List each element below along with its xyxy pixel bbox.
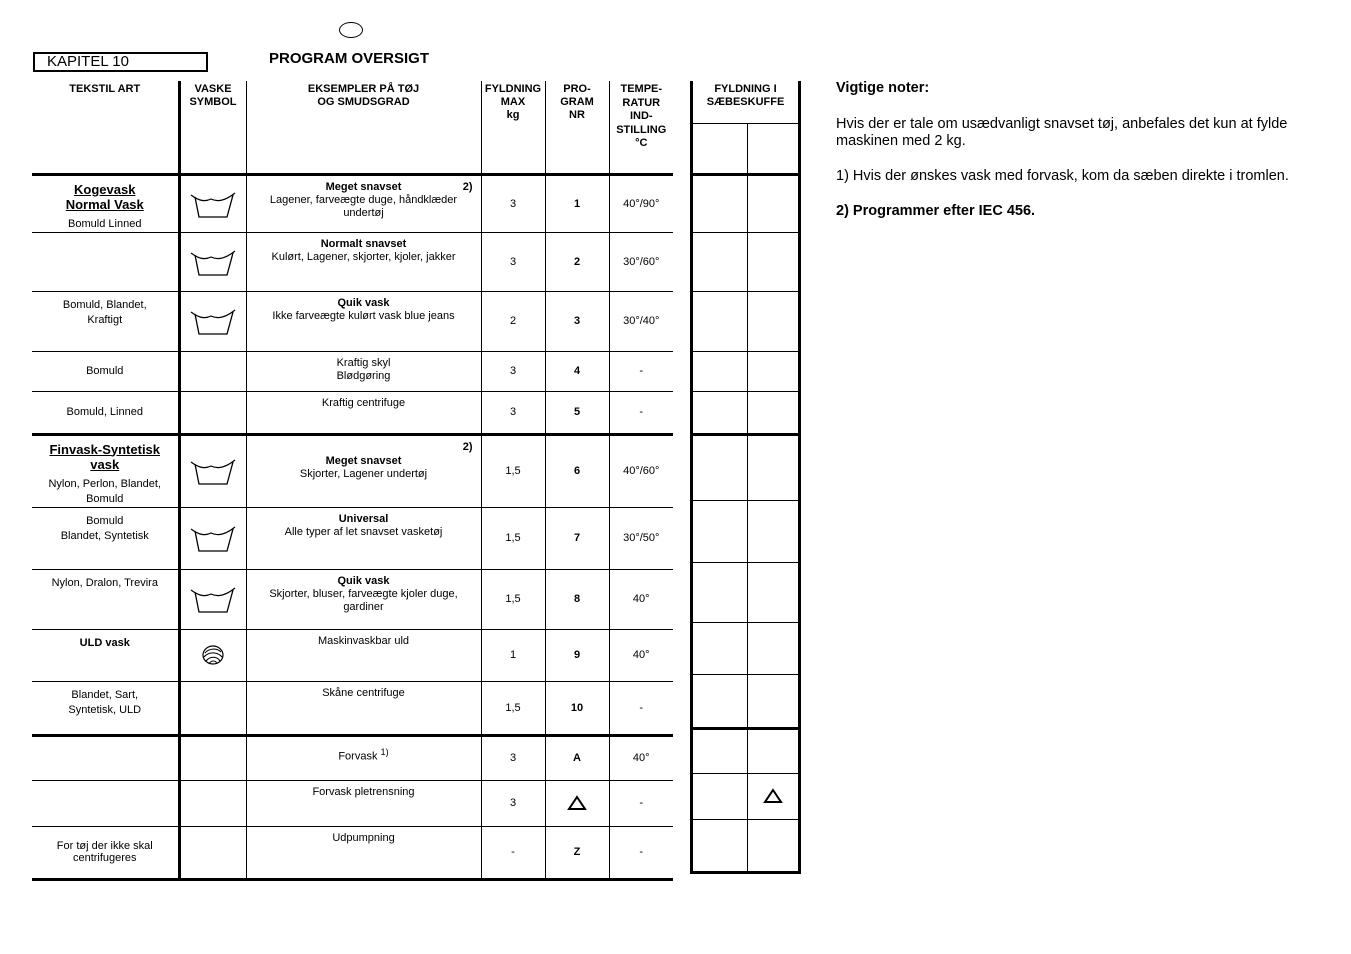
soap-row — [692, 291, 800, 351]
cell-temp: - — [609, 391, 673, 434]
cell-tekstil — [32, 735, 179, 780]
cell-examples — [246, 232, 481, 291]
tekstil-line: Nylon, Dralon, Trevira — [51, 576, 158, 589]
example-text: Kraftig centrifuge — [321, 396, 406, 409]
cell-tekstil — [32, 232, 179, 291]
example-line — [247, 687, 481, 700]
cell-examples — [246, 681, 481, 735]
example-text: Skåne centrifuge — [322, 686, 405, 699]
cell-load: 1,5 — [481, 507, 545, 569]
cell-tekstil — [32, 174, 179, 232]
tekstil-line: centrifugeres — [72, 852, 137, 864]
example-title: Quik vask — [337, 574, 390, 587]
tekstil-bold: ULD vask — [79, 636, 130, 649]
soap-cell-1 — [692, 728, 748, 773]
cell-load: 1 — [481, 629, 545, 681]
table-row — [32, 735, 673, 780]
cell-examples — [246, 434, 481, 507]
page-title: PROGRAM OVERSIGT — [269, 50, 430, 67]
header-examples: EKSEMPLER PÅ TØJ OG SMUDSGRAD — [246, 81, 481, 174]
triangle-icon — [763, 788, 783, 804]
cell-load: 3 — [481, 735, 545, 780]
table-row — [32, 569, 673, 629]
example-line — [247, 832, 481, 845]
cell-program: 2 — [545, 232, 609, 291]
cell-symbol — [179, 629, 246, 681]
cell-temp: 40°/60° — [609, 434, 673, 507]
example-title: Normalt snavset — [320, 237, 407, 250]
table-row — [32, 351, 673, 391]
cell-examples — [246, 351, 481, 391]
example-line — [247, 251, 481, 264]
example-line — [247, 786, 481, 799]
cell-temp: 40° — [609, 569, 673, 629]
example-text: gardiner — [343, 600, 384, 613]
soap-cell-2 — [748, 391, 800, 434]
tekstil-line: Bomuld — [86, 492, 124, 505]
soap-row — [692, 674, 800, 728]
soap-cell-2 — [748, 728, 800, 773]
cell-tekstil — [32, 681, 179, 735]
soap-cell-1 — [692, 500, 748, 562]
cell-tekstil — [32, 826, 179, 879]
example-text: Blødgøring — [336, 369, 391, 382]
soap-cell-2 — [748, 232, 800, 291]
table-row — [32, 629, 673, 681]
wash-tub-icon — [189, 306, 237, 336]
soap-cell-2 — [748, 562, 800, 622]
cell-symbol — [179, 351, 246, 391]
example-line — [247, 310, 481, 323]
cell-symbol — [179, 735, 246, 780]
cell-program: 9 — [545, 629, 609, 681]
program-table — [32, 81, 673, 881]
tekstil-category: Finvask-Syntetisk — [49, 441, 161, 457]
cell-temp: 30°/50° — [609, 507, 673, 569]
cell-program: A — [545, 735, 609, 780]
cell-temp: - — [609, 780, 673, 826]
table-row — [32, 507, 673, 569]
cell-temp: 30°/60° — [609, 232, 673, 291]
example-text: Ikke farveægte kulørt vask blue jeans — [272, 309, 455, 322]
cell-load: 1,5 — [481, 434, 545, 507]
header-tekstil: TEKSTIL ART — [69, 83, 141, 95]
cell-symbol — [179, 174, 246, 232]
soap-cell-1 — [692, 674, 748, 728]
soap-row — [692, 728, 800, 773]
wash-tub-icon — [189, 456, 237, 486]
cell-temp: 40° — [609, 735, 673, 780]
note-3: 2) Programmer efter IEC 456. — [836, 203, 1036, 219]
header-load: FYLDNING MAX kg — [481, 81, 545, 174]
cell-temp: - — [609, 351, 673, 391]
wash-tub-icon — [189, 523, 237, 553]
table-row — [32, 780, 673, 826]
soap-row — [692, 174, 800, 232]
header-program: PRO- GRAM NR — [545, 81, 609, 174]
soap-row — [692, 562, 800, 622]
example-text: Kulørt, Lagener, skjorter, kjoler, jakker — [271, 250, 456, 263]
note-1: Hvis der er tale om usædvanligt snavset tøj, anbefales det kun at fylde maskinen med 2 kg. — [836, 116, 1288, 149]
cell-load: 3 — [481, 351, 545, 391]
example-text: Forvask pletrensning — [312, 785, 415, 798]
cell-temp: - — [609, 681, 673, 735]
cell-tekstil — [32, 629, 179, 681]
cell-symbol — [179, 507, 246, 569]
example-line — [247, 357, 481, 370]
soap-cell-2 — [748, 351, 800, 391]
cell-symbol — [179, 232, 246, 291]
cell-examples — [246, 629, 481, 681]
tekstil-line: Bomuld, Linned — [66, 406, 143, 418]
triangle-icon — [567, 795, 587, 811]
cell-tekstil — [32, 391, 179, 434]
header-symbol: VASKE SYMBOL — [179, 81, 246, 174]
soap-cell-1 — [692, 819, 748, 872]
cell-temp: 40°/90° — [609, 174, 673, 232]
example-line — [247, 601, 481, 614]
soap-cell-1 — [692, 622, 748, 674]
cell-load: - — [481, 826, 545, 879]
note-2: 1) Hvis der ønskes vask med forvask, kom da sæben direkte i tromlen. — [836, 168, 1289, 184]
cell-examples — [246, 174, 481, 232]
table-row — [32, 434, 673, 507]
page-marker-circle — [339, 22, 363, 38]
cell-symbol — [179, 434, 246, 507]
notes-heading: Vigtige noter: — [836, 80, 930, 96]
soap-row — [692, 391, 800, 434]
tekstil-line: Bomuld, Blandet, — [62, 298, 147, 311]
wash-tub-icon — [189, 584, 237, 614]
soap-slot-2 — [748, 123, 800, 174]
cell-examples — [246, 780, 481, 826]
soap-cell-1 — [692, 232, 748, 291]
soap-row — [692, 434, 800, 500]
example-line — [247, 397, 481, 410]
cell-program: 6 — [545, 434, 609, 507]
cell-program: 10 — [545, 681, 609, 735]
cell-load: 3 — [481, 391, 545, 434]
wash-tub-icon — [189, 247, 237, 277]
soap-row — [692, 622, 800, 674]
soap-row — [692, 773, 800, 819]
footnote-marker: 2) — [462, 440, 473, 453]
tekstil-category: vask — [90, 456, 120, 472]
tekstil-category: Kogevask — [74, 181, 136, 197]
cell-symbol — [179, 780, 246, 826]
cell-load: 3 — [481, 174, 545, 232]
tekstil-line: Bomuld — [86, 514, 124, 527]
cell-symbol — [179, 569, 246, 629]
cell-program: 5 — [545, 391, 609, 434]
soap-cell-1 — [692, 351, 748, 391]
cell-load: 1,5 — [481, 681, 545, 735]
example-text: Lagener, farveægte duge, håndklæder — [269, 193, 458, 206]
cell-program: 7 — [545, 507, 609, 569]
tekstil-line: Bomuld Linned — [68, 217, 142, 230]
tekstil-line: Kraftigt — [87, 313, 123, 326]
example-text: Forvask — [338, 750, 378, 763]
tekstil-line: Bomuld — [86, 365, 124, 377]
example-line — [247, 635, 481, 648]
cell-temp: - — [609, 826, 673, 879]
tekstil-line: Blandet, Syntetisk — [60, 529, 149, 542]
wash-tub-icon — [189, 189, 237, 219]
cell-program: Z — [545, 826, 609, 879]
cell-load: 1,5 — [481, 569, 545, 629]
table-row — [32, 826, 673, 879]
header-temp: TEMPE- RATUR IND- STILLING °C — [609, 81, 673, 174]
cell-program: 8 — [545, 569, 609, 629]
example-title: Meget snavset — [325, 454, 402, 467]
example-text: Skjorter, bluser, farveægte kjoler duge, — [269, 587, 458, 600]
example-title: Meget snavset — [325, 180, 402, 193]
table-row — [32, 291, 673, 351]
soap-drawer-table — [690, 81, 801, 874]
example-line — [247, 746, 481, 764]
soap-cell-2 — [748, 174, 800, 232]
cell-program: 3 — [545, 291, 609, 351]
footnote-marker: 2) — [462, 180, 473, 193]
wool-icon — [201, 644, 225, 666]
example-line — [247, 588, 481, 601]
cell-tekstil — [32, 780, 179, 826]
cell-examples — [246, 569, 481, 629]
soap-cell-1 — [692, 562, 748, 622]
example-text: Skjorter, Lagener undertøj — [299, 467, 428, 480]
soap-cell-2 — [748, 291, 800, 351]
tekstil-line: For tøj der ikke skal — [56, 840, 153, 852]
soap-cell-2 — [748, 500, 800, 562]
cell-examples — [246, 507, 481, 569]
cell-tekstil — [32, 291, 179, 351]
cell-temp: 30°/40° — [609, 291, 673, 351]
soap-cell-1 — [692, 391, 748, 434]
soap-cell-1 — [692, 434, 748, 500]
cell-examples — [246, 391, 481, 434]
soap-cell-1 — [692, 291, 748, 351]
cell-examples — [246, 291, 481, 351]
soap-row — [692, 232, 800, 291]
important-notes — [836, 80, 1336, 238]
table-row — [32, 681, 673, 735]
tekstil-line: Syntetisk, ULD — [68, 703, 142, 716]
example-line — [247, 468, 481, 481]
cell-program — [545, 780, 609, 826]
example-line — [247, 370, 481, 383]
soap-row — [692, 819, 800, 872]
cell-symbol — [179, 291, 246, 351]
soap-slot-1 — [692, 123, 748, 174]
cell-symbol — [179, 391, 246, 434]
cell-tekstil — [32, 569, 179, 629]
tekstil-line: Blandet, Sart, — [71, 688, 139, 701]
chapter-label: KAPITEL 10 — [33, 52, 208, 72]
cell-temp: 40° — [609, 629, 673, 681]
cell-load: 3 — [481, 232, 545, 291]
cell-program: 4 — [545, 351, 609, 391]
example-text: Maskinvaskbar uld — [317, 634, 410, 647]
header-soap: FYLDNING I SÆBESKUFFE — [692, 81, 800, 123]
table-row — [32, 232, 673, 291]
soap-row — [692, 500, 800, 562]
cell-symbol — [179, 681, 246, 735]
cell-tekstil — [32, 351, 179, 391]
cell-examples — [246, 735, 481, 780]
example-title: Quik vask — [337, 296, 390, 309]
cell-tekstil — [32, 507, 179, 569]
table-row — [32, 391, 673, 434]
tekstil-category: Normal Vask — [65, 196, 144, 212]
cell-load: 3 — [481, 780, 545, 826]
example-text: Alle typer af let snavset vasketøj — [284, 525, 443, 538]
soap-cell-2 — [748, 773, 800, 819]
cell-symbol — [179, 826, 246, 879]
example-text: Udpumpning — [332, 831, 395, 844]
cell-program: 1 — [545, 174, 609, 232]
soap-cell-2 — [748, 622, 800, 674]
tekstil-line: Nylon, Perlon, Blandet, — [48, 477, 161, 490]
example-line — [247, 207, 481, 220]
cell-tekstil — [32, 434, 179, 507]
example-line — [247, 526, 481, 539]
cell-load: 2 — [481, 291, 545, 351]
example-title: Universal — [338, 512, 389, 525]
soap-cell-2 — [748, 674, 800, 728]
soap-cell-2 — [748, 434, 800, 500]
soap-cell-1 — [692, 773, 748, 819]
soap-row — [692, 351, 800, 391]
example-text: undertøj — [343, 206, 384, 219]
soap-cell-2 — [748, 819, 800, 872]
example-line — [247, 194, 481, 207]
footnote-ref: 1) — [380, 746, 389, 757]
cell-examples — [246, 826, 481, 879]
example-text: Kraftig skyl — [336, 356, 391, 369]
soap-cell-1 — [692, 174, 748, 232]
table-row — [32, 174, 673, 232]
